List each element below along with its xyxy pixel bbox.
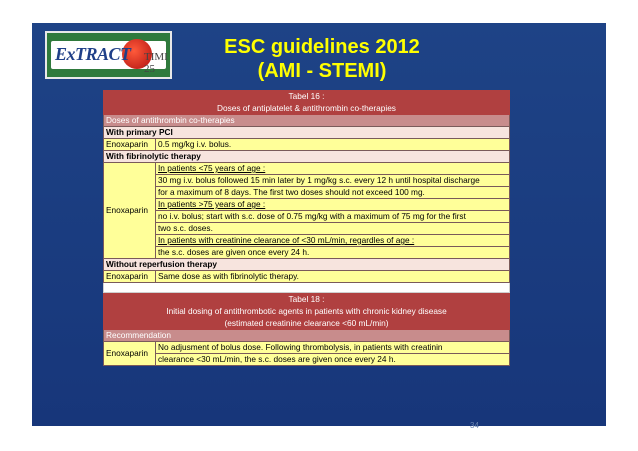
table18-caption: Tabel 18 : xyxy=(104,294,510,306)
fibrinolytic-line: 30 mg i.v. bolus followed 15 min later by 1 mg/kg s.c. every 12 h until hospital discharge xyxy=(156,175,510,187)
slide-title xyxy=(182,35,462,83)
table-18 xyxy=(103,293,510,366)
no-reperfusion-label: Without reperfusion therapy xyxy=(104,259,510,271)
table16-caption: Tabel 16 : xyxy=(104,91,510,103)
primary-pci-label: With primary PCI xyxy=(104,127,510,139)
fibrinolytic-drug: Enoxaparin xyxy=(104,163,156,259)
title-line-1: ESC guidelines 2012 xyxy=(224,36,420,58)
fibrinolytic-line: no i.v. bolus; start with s.c. dose of 0.75 mg/kg with a maximum of 75 mg for the first xyxy=(156,211,510,223)
table18-line: clearance <30 mL/min, the s.c. doses are given once every 24 h. xyxy=(156,354,510,366)
no-reperfusion-dose: Same dose as with fibrinolytic therapy. xyxy=(156,271,510,283)
page-number: 34 xyxy=(470,421,479,430)
fibrinolytic-line: In patients with creatinine clearance of <30 mL/min, regardles of age : xyxy=(156,235,510,247)
fibrinolytic-line: for a maximum of 8 days. The first two doses should not exceed 100 mg. xyxy=(156,187,510,199)
fibrinolytic-line: In patients >75 years of age : xyxy=(156,199,510,211)
table16-heading: Doses of antiplatelet & antithrombin co-therapies xyxy=(104,103,510,115)
extract-timi-logo xyxy=(45,31,172,79)
fibrinolytic-label: With fibrinolytic therapy xyxy=(104,151,510,163)
table16-section: Doses of antithrombin co-therapies xyxy=(104,115,510,127)
logo-brand: ExTRACT xyxy=(55,44,131,64)
fibrinolytic-line: two s.c. doses. xyxy=(156,223,510,235)
table18-subheading: (estimated creatinine clearance <60 mL/min) xyxy=(104,318,510,330)
logo-sub: TIMI 25 xyxy=(144,51,168,75)
fibrinolytic-line: the s.c. doses are given once every 24 h. xyxy=(156,247,510,259)
primary-pci-drug: Enoxaparin xyxy=(104,139,156,151)
table18-drug: Enoxaparin xyxy=(104,342,156,366)
table18-section: Recommendation xyxy=(104,330,510,342)
table-16 xyxy=(103,90,510,293)
fibrinolytic-line: In patients <75 years of age : xyxy=(156,163,510,175)
primary-pci-dose: 0.5 mg/kg i.v. bolus. xyxy=(156,139,510,151)
title-line-2: (AMI - STEMI) xyxy=(257,60,387,82)
no-reperfusion-drug: Enoxaparin xyxy=(104,271,156,283)
table18-line: No adjusment of bolus dose. Following thrombolysis, in patients with creatinin xyxy=(156,342,510,354)
guideline-document xyxy=(103,90,510,366)
table18-heading: Initial dosing of antithrombotic agents in patients with chronic kidney disease xyxy=(104,306,510,318)
table-gap xyxy=(104,283,510,293)
